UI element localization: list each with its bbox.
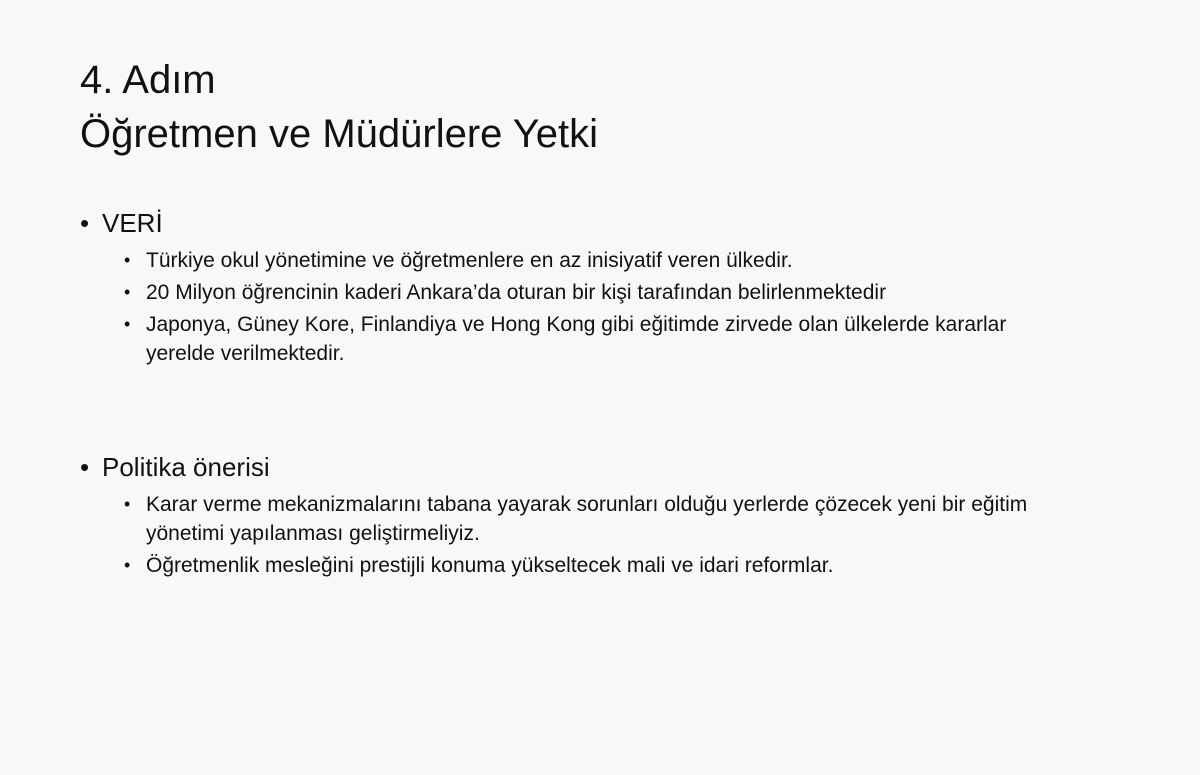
section-politika	[80, 450, 1120, 583]
sub-bullet	[124, 490, 1120, 548]
sub-bullet	[124, 246, 1120, 275]
section-heading: VERİ	[102, 208, 163, 238]
bullet-icon: •	[124, 250, 131, 270]
bullet-icon: •	[124, 282, 131, 302]
bullet-icon: •	[124, 314, 131, 334]
sub-bullet-text: Öğretmenlik mesleğini prestijli konuma yükseltecek mali ve idari reformlar.	[146, 554, 834, 577]
sub-bullet-text: Japonya, Güney Kore, Finlandiya ve Hong Kong gibi eğitimde zirvede olan ülkelerde kararlar yerelde verilmektedir.	[146, 313, 1007, 365]
sub-bullet-text: Türkiye okul yönetimine ve öğretmenlere en az inisiyatif veren ülkedir.	[146, 249, 793, 272]
section-veri	[80, 206, 1120, 371]
bullet-icon: •	[80, 208, 90, 238]
bullet-icon: •	[124, 494, 131, 514]
bullet-icon: •	[124, 555, 131, 575]
bullet-heading-veri	[80, 206, 1120, 240]
section-heading: Politika önerisi	[102, 452, 270, 482]
slide-title-step: 4. Adım	[80, 58, 216, 102]
bullet-heading-politika	[80, 450, 1120, 484]
sub-bullet	[124, 310, 1120, 368]
sub-bullet-text: Karar verme mekanizmalarını tabana yayarak sorunları olduğu yerlerde çözecek yeni bir eğitim yönetimi yapılanması geliştirmeliyiz.	[146, 493, 1028, 545]
sub-bullet	[124, 278, 1120, 307]
bullet-icon: •	[80, 452, 90, 482]
sub-bullet-text: 20 Milyon öğrencinin kaderi Ankara’da oturan bir kişi tarafından belirlenmektedir	[146, 281, 887, 304]
slide-title-main: Öğretmen ve Müdürlere Yetki	[80, 112, 599, 156]
sub-bullet	[124, 551, 1120, 580]
